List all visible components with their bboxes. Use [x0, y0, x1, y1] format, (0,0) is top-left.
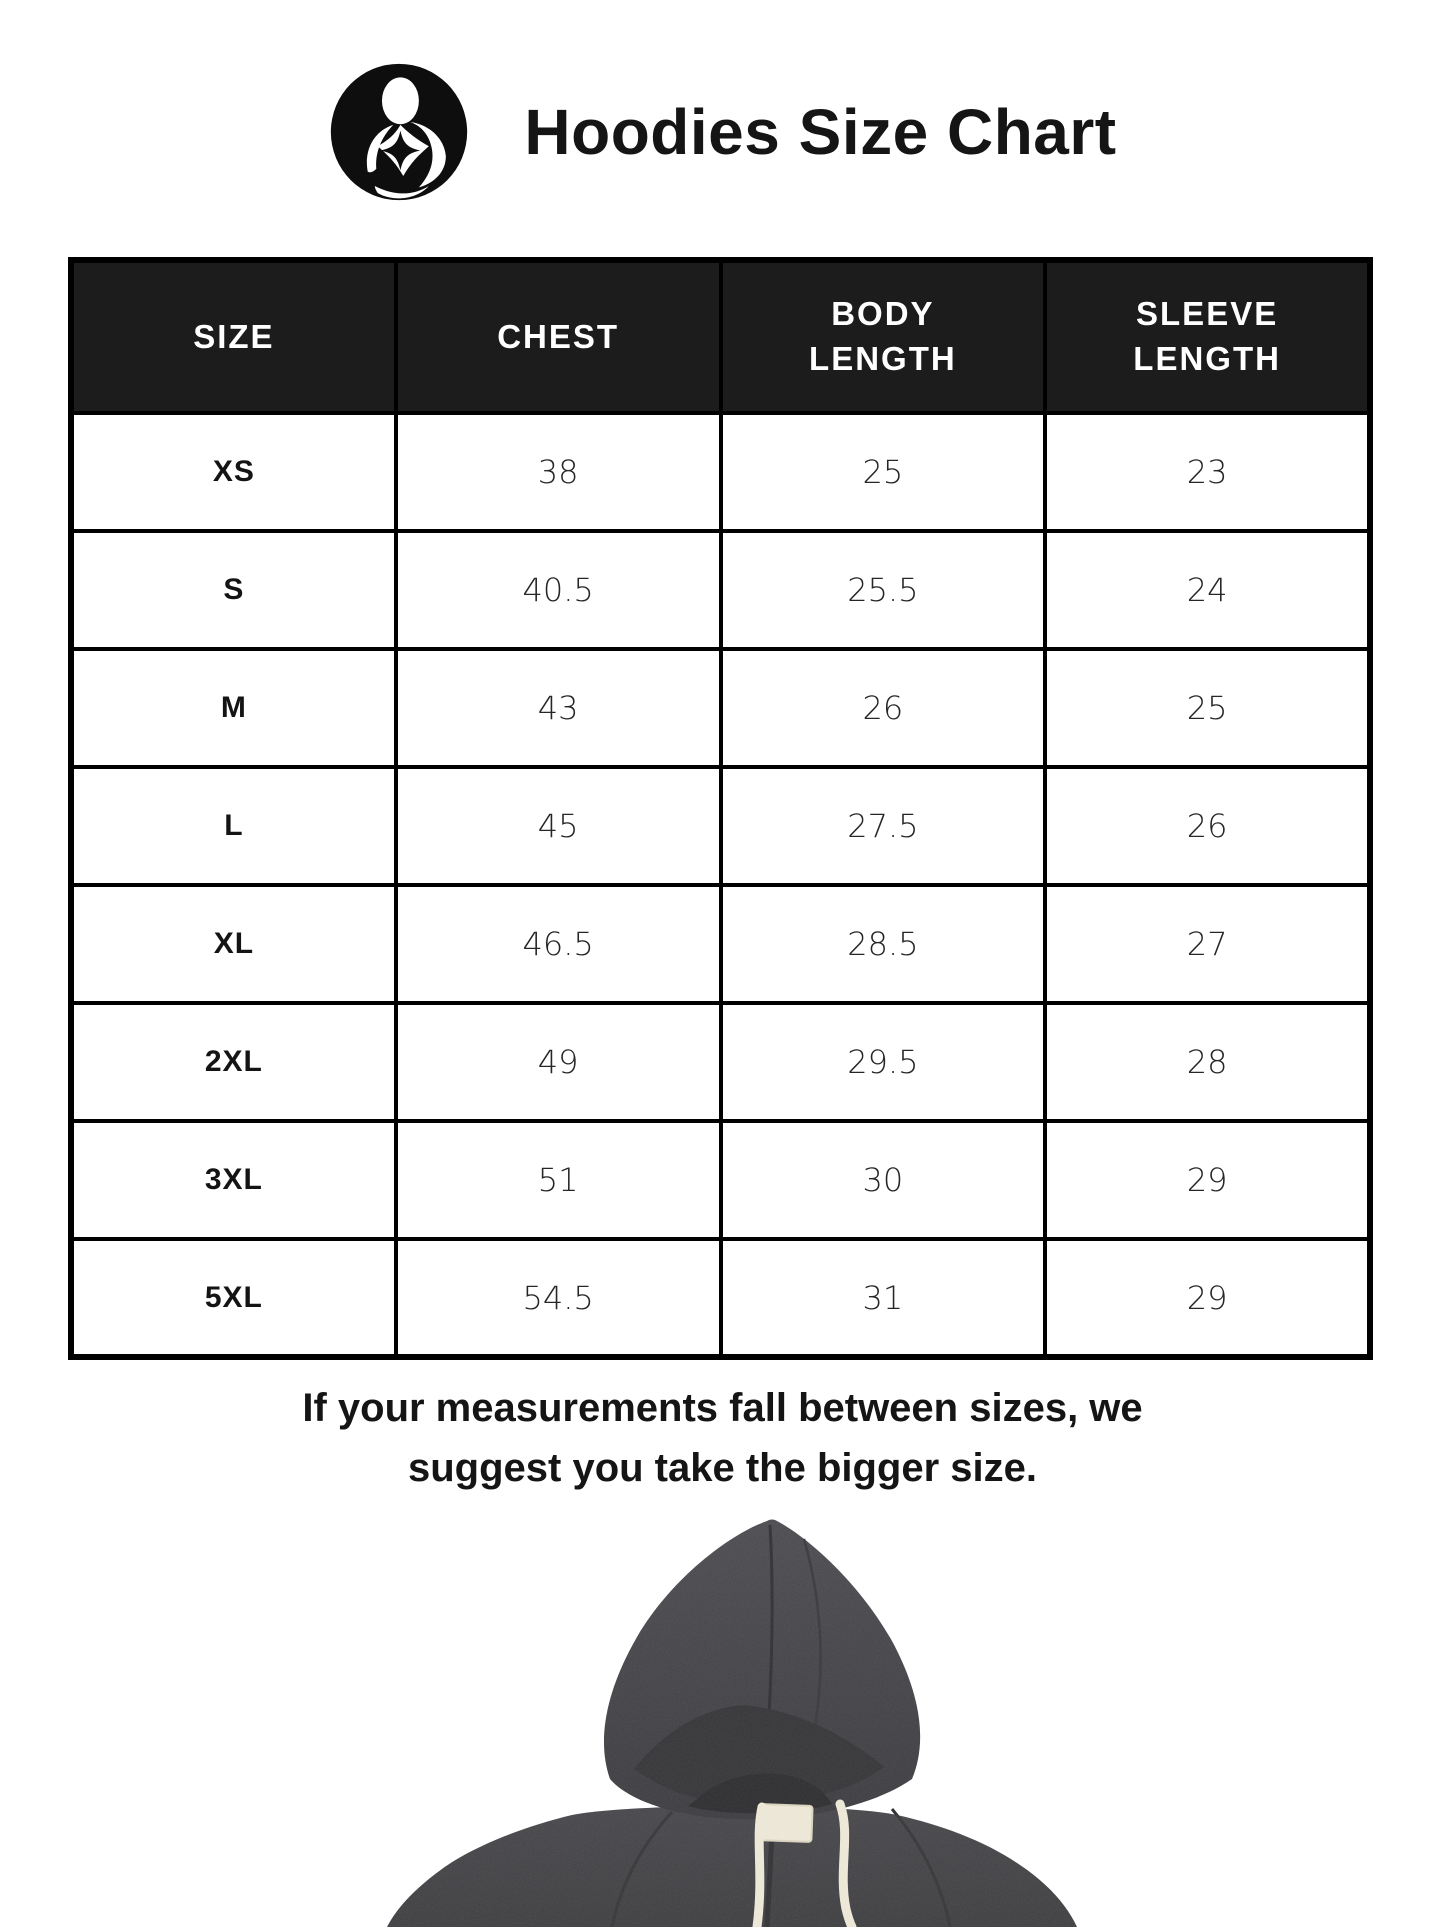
col-header-chest: CHEST — [396, 260, 721, 413]
chest-cell: 43 — [396, 649, 721, 767]
size-cell: 3XL — [71, 1121, 396, 1239]
size-table — [68, 257, 1373, 1360]
col-header-size: SIZE — [71, 260, 396, 413]
size-cell: M — [71, 649, 396, 767]
sleeve-length-cell: 24 — [1045, 531, 1370, 649]
table-row — [71, 531, 1370, 649]
size-cell: XL — [71, 885, 396, 1003]
body-length-cell: 28.5 — [721, 885, 1046, 1003]
chest-cell: 54.5 — [396, 1239, 721, 1357]
sizing-note — [0, 1378, 1445, 1498]
table-row — [71, 1003, 1370, 1121]
body-length-cell: 30 — [721, 1121, 1046, 1239]
chest-cell: 51 — [396, 1121, 721, 1239]
size-cell: S — [71, 531, 396, 649]
sleeve-length-cell: 26 — [1045, 767, 1370, 885]
size-cell: 5XL — [71, 1239, 396, 1357]
size-cell: XS — [71, 413, 396, 531]
sleeve-length-cell: 28 — [1045, 1003, 1370, 1121]
size-cell: 2XL — [71, 1003, 396, 1121]
table-row — [71, 413, 1370, 531]
sleeve-length-cell: 29 — [1045, 1239, 1370, 1357]
sleeve-length-cell: 25 — [1045, 649, 1370, 767]
sizing-note-line2: suggest you take the bigger size. — [407, 1446, 1038, 1490]
chest-cell: 40.5 — [396, 531, 721, 649]
sleeve-length-cell: 29 — [1045, 1121, 1370, 1239]
size-table-head — [71, 260, 1370, 413]
chest-cell: 49 — [396, 1003, 721, 1121]
sizing-note-line1: If your measurements fall between sizes, we — [302, 1386, 1143, 1430]
chest-cell: 46.5 — [396, 885, 721, 1003]
size-table-body — [71, 413, 1370, 1357]
header-row — [71, 260, 1370, 413]
sleeve-length-cell: 23 — [1045, 413, 1370, 531]
col-header-sleeve-length: SLEEVE LENGTH — [1045, 260, 1370, 413]
body-length-cell: 31 — [721, 1239, 1046, 1357]
hoodie-image — [372, 1517, 1098, 1927]
table-row — [71, 885, 1370, 1003]
body-length-cell: 29.5 — [721, 1003, 1046, 1121]
body-length-cell: 25 — [721, 413, 1046, 531]
body-length-cell: 27.5 — [721, 767, 1046, 885]
col-header-body-length: BODY LENGTH — [721, 260, 1046, 413]
table-row — [71, 1239, 1370, 1357]
table-row — [71, 649, 1370, 767]
chest-cell: 45 — [396, 767, 721, 885]
brand-logo-icon — [328, 61, 470, 203]
size-cell: L — [71, 767, 396, 885]
body-length-cell: 26 — [721, 649, 1046, 767]
chest-cell: 38 — [396, 413, 721, 531]
sleeve-length-cell: 27 — [1045, 885, 1370, 1003]
body-length-cell: 25.5 — [721, 531, 1046, 649]
table-row — [71, 767, 1370, 885]
page-header — [0, 52, 1445, 212]
table-row — [71, 1121, 1370, 1239]
page-title: Hoodies Size Chart — [524, 95, 1117, 168]
hoodie-photo — [372, 1517, 1098, 1927]
